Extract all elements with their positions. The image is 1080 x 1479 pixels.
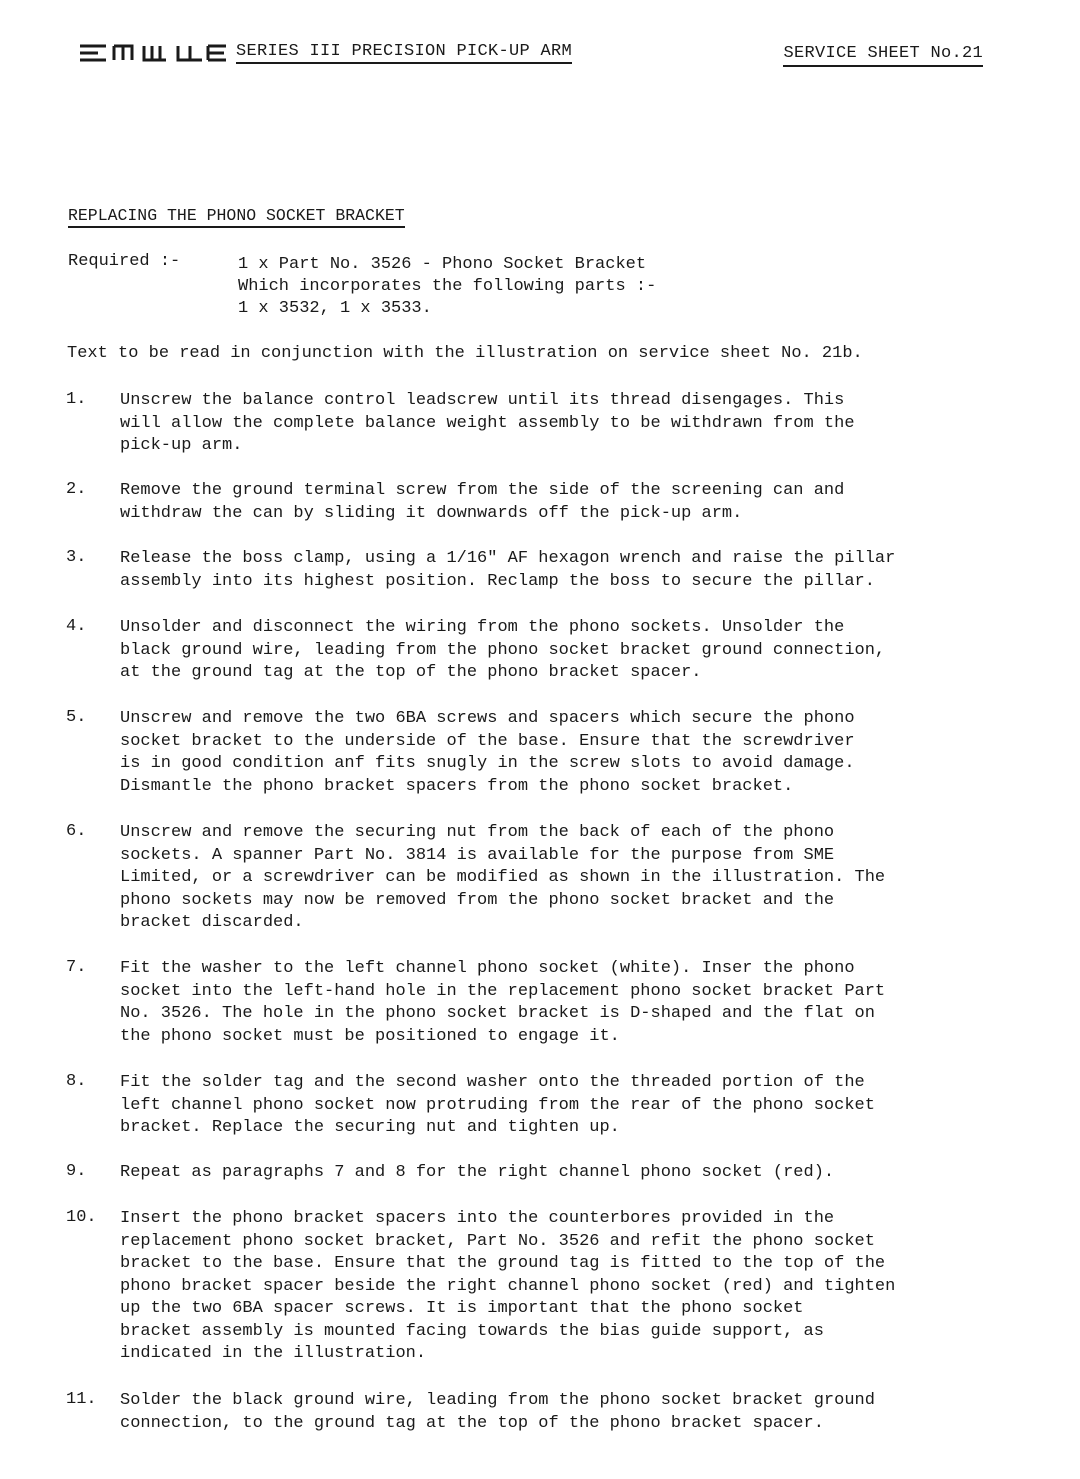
step-number: 3. <box>66 548 87 567</box>
step-text: Fit the solder tag and the second washer onto the threaded portion of the left channel phono socket now protruding from the rear of the phono socket bracket. Replace the securing nut and tighten up. <box>120 1073 875 1137</box>
step-text: Repeat as paragraphs 7 and 8 for the right channel phono socket (red). <box>120 1163 835 1182</box>
required-line: 1 x 3532, 1 x 3533. <box>238 299 432 318</box>
sme-logo <box>78 42 228 64</box>
step-number: 7. <box>66 958 87 977</box>
step-text: Unsolder and disconnect the wiring from the phono sockets. Unsolder the black ground wire, leading from the phono socket bracket ground connection, at the ground tag at the top of the phono bracket spacer. <box>120 618 886 682</box>
step-number: 4. <box>66 617 87 636</box>
required-line: Which incorporates the following parts :- <box>238 277 657 296</box>
step-text: Insert the phono bracket spacers into the counterbores provided in the replacement phono socket bracket, Part No. 3526 and refit the phono socket bracket to the base. Ensure that the ground tag is fitted to the top of the phono bracket spacer beside the right channel phono socket (red) and tighten up the two 6BA spacer screws. It is important that the phono socket bracket assembly is mounted facing towards the bias guide support, as indicated in the illustration. <box>120 1209 896 1363</box>
step-number: 5. <box>66 708 87 727</box>
header-title: SERIES III PRECISION PICK-UP ARM <box>236 42 572 64</box>
step-text: Solder the black ground wire, leading from the phono socket bracket ground connection, to the ground tag at the top of the phono bracket spacer. <box>120 1391 875 1433</box>
required-line: 1 x Part No. 3526 - Phono Socket Bracket <box>238 255 647 274</box>
service-sheet-number: SERVICE SHEET No.21 <box>783 44 983 67</box>
step-number: 1. <box>66 390 87 409</box>
section-title: REPLACING THE PHONO SOCKET BRACKET <box>68 206 405 228</box>
step-text: Fit the washer to the left channel phono socket (white). Inser the phono socket into the left-hand hole in the replacement phono socket bracket Part No. 3526. The hole in the phono socket bracket is D-shaped and the flat on the phono socket must be positioned to engage it. <box>120 959 886 1046</box>
required-label: Required :- <box>68 252 181 271</box>
step-text: Unscrew and remove the two 6BA screws and spacers which secure the phono socket bracket to the underside of the base. Ensure that the screwdriver is in good condition anf fits snugly in the screw slots to avoid damage. Dismantle the phono bracket spacers from the phono socket bracket. <box>120 709 855 796</box>
step-text: Unscrew and remove the securing nut from the back of each of the phono sockets. A spanner Part No. 3814 is available for the purpose from SME Limited, or a screwdriver can be modified as shown in the illustration. The phono sockets may now be removed from the phono socket bracket and the bracket discarded. <box>120 823 886 932</box>
step-number: 6. <box>66 822 87 841</box>
svg-text:SME: SME <box>78 42 80 43</box>
step-text: Release the boss clamp, using a 1/16" AF hexagon wrench and raise the pillar assembly into its highest position. Reclamp the boss to secure the pillar. <box>120 549 896 591</box>
required-parts <box>238 254 656 320</box>
step-number: 9. <box>66 1162 87 1181</box>
intro-text: Text to be read in conjunction with the illustration on service sheet No. 21b. <box>67 344 863 363</box>
page-header <box>78 38 983 70</box>
step-number: 8. <box>66 1072 87 1091</box>
step-text: Remove the ground terminal screw from the side of the screening can and withdraw the can by sliding it downwards off the pick-up arm. <box>120 481 845 523</box>
step-number: 2. <box>66 480 87 499</box>
step-number: 10. <box>66 1208 97 1227</box>
step-number: 11. <box>66 1390 97 1409</box>
step-text: Unscrew the balance control leadscrew until its thread disengages. This will allow the complete balance weight assembly to be withdrawn from the pick-up arm. <box>120 391 855 455</box>
